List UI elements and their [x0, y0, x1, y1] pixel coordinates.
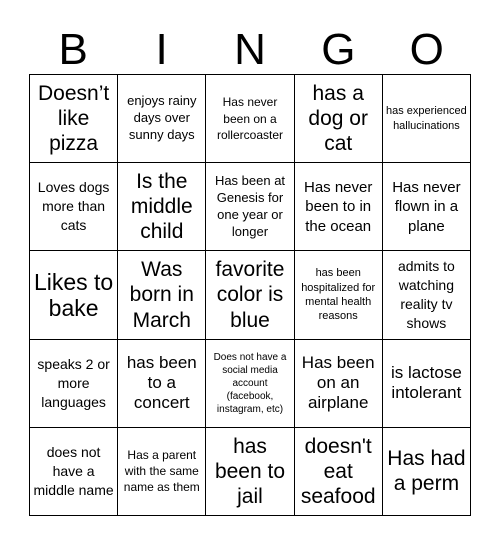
bingo-cell[interactable]: has been hospitalized for mental health reasons — [295, 251, 383, 339]
bingo-cell[interactable]: has been to a concert — [118, 340, 206, 428]
bingo-cell[interactable]: has experienced hallucinations — [383, 75, 471, 163]
header-letter-i: I — [155, 25, 168, 74]
bingo-cell[interactable]: Is the middle child — [118, 163, 206, 251]
bingo-cell[interactable]: enjoys rainy days over sunny days — [118, 75, 206, 163]
bingo-cell[interactable]: has a dog or cat — [295, 75, 383, 163]
bingo-cell[interactable]: speaks 2 or more languages — [30, 340, 118, 428]
bingo-cell[interactable]: Likes to bake — [30, 251, 118, 339]
bingo-cell[interactable]: Has never flown in a plane — [383, 163, 471, 251]
bingo-cell[interactable]: favorite color is blue — [206, 251, 294, 339]
bingo-cell[interactable]: Has never been to in the ocean — [295, 163, 383, 251]
bingo-cell[interactable]: does not have a middle name — [30, 428, 118, 516]
header-letter-g: G — [321, 25, 356, 74]
bingo-cell[interactable]: doesn't eat seafood — [295, 428, 383, 516]
bingo-cell[interactable]: Has a parent with the same name as them — [118, 428, 206, 516]
bingo-cell[interactable]: Was born in March — [118, 251, 206, 339]
bingo-cell[interactable]: Has been on an airplane — [295, 340, 383, 428]
bingo-cell[interactable]: Has never been on a rollercoaster — [206, 75, 294, 163]
bingo-cell[interactable]: has been to jail — [206, 428, 294, 516]
bingo-cell[interactable]: Has been at Genesis for one year or longer — [206, 163, 294, 251]
bingo-header — [29, 26, 471, 74]
bingo-cell[interactable]: admits to watching reality tv shows — [383, 251, 471, 339]
bingo-grid — [29, 74, 471, 516]
bingo-cell[interactable]: is lactose intolerant — [383, 340, 471, 428]
header-letter-n: N — [234, 25, 266, 74]
bingo-cell[interactable]: Has had a perm — [383, 428, 471, 516]
header-letter-b: B — [58, 25, 88, 74]
bingo-cell[interactable]: Loves dogs more than cats — [30, 163, 118, 251]
bingo-cell[interactable]: Does not have a social media account (facebook, instagram, etc) — [206, 340, 294, 428]
bingo-cell[interactable]: Doesn’t like pizza — [30, 75, 118, 163]
header-letter-o: O — [409, 25, 444, 74]
